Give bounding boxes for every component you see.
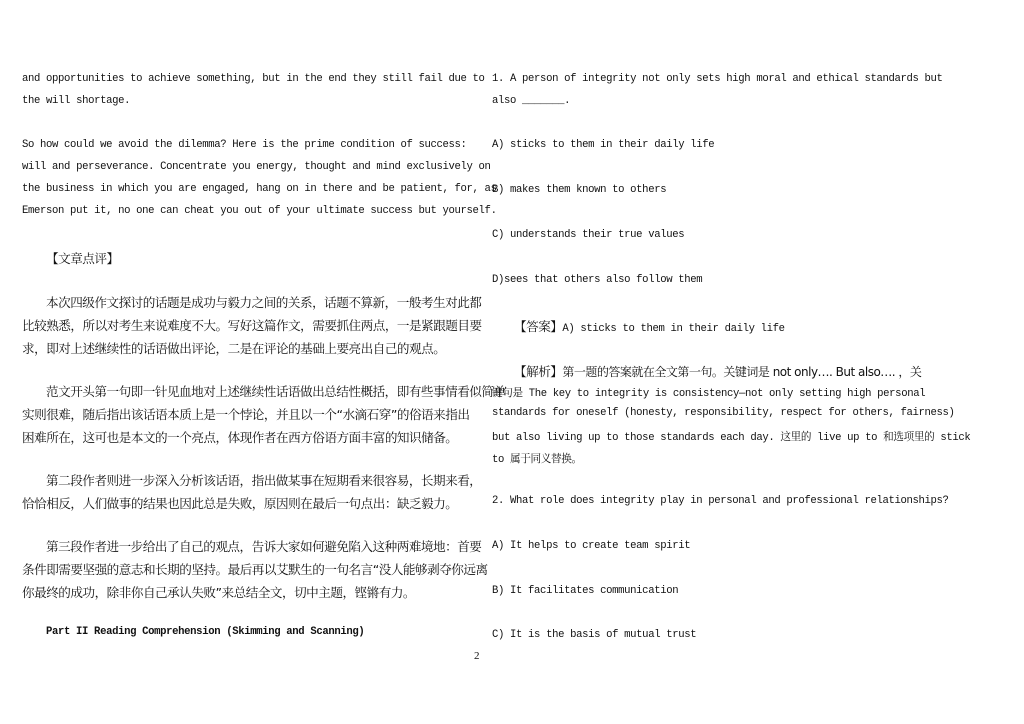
analysis-line: 第一题的答案就在全文第一句。关键词是 not only…. But also…. ，关 bbox=[562, 365, 922, 379]
essay-line: the will shortage. bbox=[22, 95, 131, 107]
analysis-row bbox=[514, 361, 921, 380]
part-heading: Part II Reading Comprehension (Skimming and Scanning) bbox=[46, 626, 365, 638]
question-1-stem: 1. A person of integrity not only sets high moral and ethical standards but bbox=[492, 73, 943, 85]
answer-label: 【答案】 bbox=[514, 319, 563, 334]
question-1-option-c: C) understands their true values bbox=[492, 229, 685, 241]
question-1-option-d: D)sees that others also follow them bbox=[492, 274, 703, 286]
commentary-line: 求，即对上述继续性的话语做出评论，二是在评论的基础上要亮出自己的观点。 bbox=[22, 341, 446, 356]
question-2-stem: 2. What role does integrity play in personal and professional relationships? bbox=[492, 495, 949, 507]
commentary-line: 比较熟悉，所以对考生来说难度不大。写好这篇作文，需要抓住两点，一是紧跟题目要 bbox=[22, 318, 482, 333]
essay-line: and opportunities to achieve something, but in the end they still fail due to bbox=[22, 73, 485, 85]
question-1-stem: also _______. bbox=[492, 95, 571, 107]
question-2-option-b: B) It facilitates communication bbox=[492, 585, 679, 597]
analysis-label: 【解析】 bbox=[514, 364, 563, 379]
commentary-line: 第三段作者进一步给出了自己的观点，告诉大家如何避免陷入这种两难境地：首要 bbox=[46, 539, 482, 554]
question-2-option-a: A) It helps to create team spirit bbox=[492, 540, 691, 552]
commentary-line: 恰恰相反，人们做事的结果也因此总是失败，原因则在最后一句点出：缺乏毅力。 bbox=[22, 496, 458, 511]
essay-line: the business in which you are engaged, hang on in there and be patient, for, as bbox=[22, 183, 497, 195]
answer-row bbox=[514, 316, 785, 335]
analysis-line: 键句是 The key to integrity is consistency—not only setting high personal bbox=[492, 388, 926, 400]
analysis-line: but also living up to those standards each day. 这里的 live up to 和选项里的 stick bbox=[492, 432, 971, 444]
question-2-option-c: C) It is the basis of mutual trust bbox=[492, 629, 697, 641]
commentary-line: 实则很难，随后指出该话语本质上是一个悖论，并且以一个“水滴石穿”的俗语来指出 bbox=[22, 407, 470, 422]
question-1-option-a: A) sticks to them in their daily life bbox=[492, 139, 715, 151]
page-number: 2 bbox=[474, 650, 480, 662]
essay-line: So how could we avoid the dilemma? Here is the prime condition of success: bbox=[22, 139, 467, 151]
essay-line: Emerson put it, no one can cheat you out of your ultimate success but yourself. bbox=[22, 205, 497, 217]
section-heading: 【文章点评】 bbox=[46, 251, 119, 266]
question-1-option-b: B) makes them known to others bbox=[492, 184, 667, 196]
analysis-line: to 属于同义替换。 bbox=[492, 454, 582, 466]
essay-line: will and perseverance. Concentrate you energy, thought and mind exclusively on bbox=[22, 161, 491, 173]
commentary-line: 你最终的成功，除非你自己承认失败”来总结全文，切中主题，铿锵有力。 bbox=[22, 585, 416, 600]
commentary-line: 第二段作者则进一步深入分析该话语，指出做某事在短期看来很容易，长期来看， bbox=[46, 473, 482, 488]
commentary-line: 困难所在，这可也是本文的一个亮点，体现作者在西方俗语方面丰富的知识储备。 bbox=[22, 430, 458, 445]
analysis-line: standards for oneself (honesty, responsibility, respect for others, fairness) bbox=[492, 407, 955, 419]
commentary-line: 条件即需要坚强的意志和长期的坚持。最后再以艾默生的一句名言“没人能够剥夺你远离 bbox=[22, 562, 488, 577]
commentary-line: 范文开头第一句即一针见血地对上述继续性话语做出总结性概括，即有些事情看似简单 bbox=[46, 384, 506, 399]
commentary-line: 本次四级作文探讨的话题是成功与毅力之间的关系，话题不算新，一般考生对此都 bbox=[46, 295, 482, 310]
answer-text: A) sticks to them in their daily life bbox=[562, 323, 785, 335]
